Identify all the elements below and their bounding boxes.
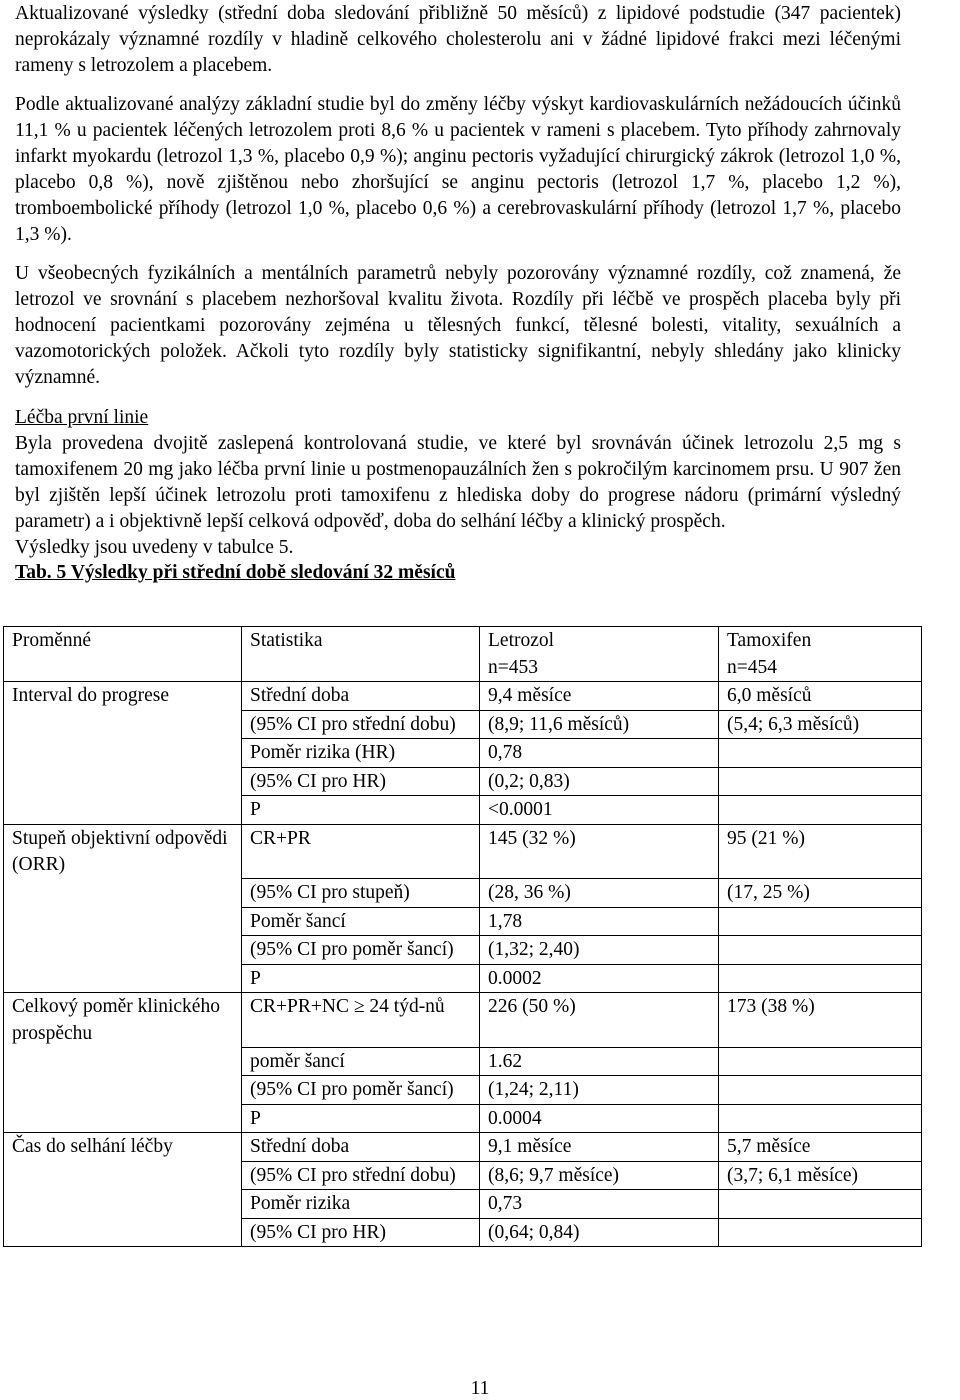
- table-row: [4, 1218, 922, 1247]
- table-cell-3: 1,78: [480, 907, 719, 936]
- table-cell-2: (95% CI pro stupeň): [242, 879, 480, 908]
- table-cell-3: (8,9; 11,6 měsíců): [480, 710, 719, 739]
- table-cell-4: [719, 936, 922, 965]
- table-cell-4: [719, 767, 922, 796]
- table-cell-2: CR+PR: [242, 824, 480, 879]
- header-letrozole: Letrozol n=453: [480, 627, 719, 682]
- table-row: [4, 1047, 922, 1076]
- table-row: [4, 1161, 922, 1190]
- table-cell-2: Střední doba: [242, 682, 480, 711]
- page-number: 11: [470, 1378, 490, 1399]
- table-cell-4: 173 (38 %): [719, 993, 922, 1048]
- table-cell-2: poměr šancí: [242, 1047, 480, 1076]
- table-cell-2: P: [242, 964, 480, 993]
- table-cell-4: 6,0 měsíců: [719, 682, 922, 711]
- table-cell-1: [4, 767, 242, 796]
- table-cell-4: (5,4; 6,3 měsíců): [719, 710, 922, 739]
- table-row: [4, 710, 922, 739]
- table-cell-2: P: [242, 1104, 480, 1133]
- section-first-line: [15, 405, 901, 585]
- table-row: [4, 1190, 922, 1219]
- table-cell-2: Poměr rizika (HR): [242, 739, 480, 768]
- table-cell-4: (3,7; 6,1 měsíce): [719, 1161, 922, 1190]
- table-cell-3: (1,32; 2,40): [480, 936, 719, 965]
- header-variables: Proměnné: [4, 627, 242, 682]
- table-row: [4, 767, 922, 796]
- table-cell-3: 226 (50 %): [480, 993, 719, 1048]
- section-heading: Léčba první linie: [15, 407, 149, 428]
- table-cell-3: 1.62: [480, 1047, 719, 1076]
- document-page: [15, 0, 901, 585]
- table-cell-2: CR+PR+NC ≥ 24 týd-nů: [242, 993, 480, 1048]
- table-row: [4, 682, 922, 711]
- table-cell-3: 0,78: [480, 739, 719, 768]
- table-cell-1: [4, 1047, 242, 1076]
- table-row: [4, 879, 922, 908]
- table-cell-1: [4, 710, 242, 739]
- table-header-row: [4, 627, 922, 682]
- table-cell-3: 0.0004: [480, 1104, 719, 1133]
- table-cell-3: 0.0002: [480, 964, 719, 993]
- table-cell-2: (95% CI pro HR): [242, 1218, 480, 1247]
- table-cell-1: Čas do selhání léčby: [4, 1133, 242, 1162]
- paragraph-cardiovascular-events: Podle aktualizované analýzy základní studie byl do změny léčby výskyt kardiovaskulárních nežádoucích účinků 11,1 % u pacientek léčených letrozolem proti 8,6 % u pacientek v rameni s placebem. Tyto příhody zahrnovaly infarkt myokardu (letrozol 1,3 %, placebo 0,9 %); anginu pectoris vyžadující chirurgický zákrok (letrozol 1,0 %, placebo 0,8 %), nově zjištěnou nebo zhoršující se anginu pectoris (letrozol 1,7 %, placebo 1,2 %), tromboembolické příhody (letrozol 1,0 %, placebo 0,6 %) a cerebrovaskulární příhody (letrozol 1,7 %, placebo 1,3 %).: [15, 94, 901, 245]
- table-cell-4: (17, 25 %): [719, 879, 922, 908]
- table-cell-2: Střední doba: [242, 1133, 480, 1162]
- table-cell-4: 5,7 měsíce: [719, 1133, 922, 1162]
- table-cell-4: [719, 1218, 922, 1247]
- table-cell-3: 145 (32 %): [480, 824, 719, 879]
- table-row: [4, 993, 922, 1048]
- table-cell-2: P: [242, 796, 480, 825]
- table-cell-1: [4, 879, 242, 908]
- table-cell-1: Interval do progrese: [4, 682, 242, 711]
- table-row: [4, 739, 922, 768]
- table-row: [4, 907, 922, 936]
- header-statistic: Statistika: [242, 627, 480, 682]
- table-cell-1: [4, 1104, 242, 1133]
- table-row: [4, 936, 922, 965]
- table-row: [4, 796, 922, 825]
- results-table: [3, 626, 922, 1247]
- section-body: Byla provedena dvojitě zaslepená kontrolovaná studie, ve které byl srovnáván účinek letrozolu 2,5 mg s tamoxifenem 20 mg jako léčba první linie u postmenopauzálních žen s pokročilým karcinomem prsu. U 907 žen byl zjištěn lepší účinek letrozolu proti tamoxifenu z hlediska doby do progrese nádoru (primární výsledný parametr) a i objektivně lepší celková odpověď, doba do selhání léčby a klinický prospěch.: [15, 433, 901, 532]
- table-cell-3: (1,24; 2,11): [480, 1076, 719, 1105]
- table-row: [4, 964, 922, 993]
- table-cell-3: 9,4 měsíce: [480, 682, 719, 711]
- table-cell-3: (0,64; 0,84): [480, 1218, 719, 1247]
- paragraph-lipid-substudy: Aktualizované výsledky (střední doba sledování přibližně 50 měsíců) z lipidové podstudie (347 pacientek) neprokázaly významné rozdíly v hladině celkového cholesterolu ani v žádné lipidové frakci mezi léčenými rameny s letrozolem a placebem.: [15, 3, 901, 76]
- table-cell-2: (95% CI pro poměr šancí): [242, 1076, 480, 1105]
- table-cell-1: Stupeň objektivní odpovědi (ORR): [4, 824, 242, 879]
- table-cell-1: [4, 1076, 242, 1105]
- table-row: [4, 1133, 922, 1162]
- table-cell-4: [719, 1047, 922, 1076]
- table-cell-4: [719, 1190, 922, 1219]
- table-row: [4, 1104, 922, 1133]
- table-cell-1: [4, 936, 242, 965]
- table-cell-1: [4, 796, 242, 825]
- table-cell-1: [4, 739, 242, 768]
- table-cell-2: (95% CI pro střední dobu): [242, 710, 480, 739]
- table-cell-1: [4, 1161, 242, 1190]
- header-tamoxifen: Tamoxifen n=454: [719, 627, 922, 682]
- table-cell-4: 95 (21 %): [719, 824, 922, 879]
- table-cell-4: [719, 907, 922, 936]
- table-cell-2: (95% CI pro poměr šancí): [242, 936, 480, 965]
- table-cell-3: (0,2; 0,83): [480, 767, 719, 796]
- table-cell-3: <0.0001: [480, 796, 719, 825]
- table-cell-3: 0,73: [480, 1190, 719, 1219]
- table-cell-3: (8,6; 9,7 měsíce): [480, 1161, 719, 1190]
- table-cell-4: [719, 796, 922, 825]
- table-cell-4: [719, 964, 922, 993]
- paragraph-quality-of-life: U všeobecných fyzikálních a mentálních parametrů nebyly pozorovány významné rozdíly, což znamená, že letrozol ve srovnání s placebem nezhoršoval kvalitu života. Rozdíly při léčbě ve prospěch placeba byly při hodnocení pacientkami pozorovány zejména u tělesných funkcí, tělesné bolesti, vitality, sexuálních a vazomotorických položek. Ačkoli tyto rozdíly byly statisticky signifikantní, nebyly shledány jako klinicky významné.: [15, 263, 901, 388]
- table-cell-3: 9,1 měsíce: [480, 1133, 719, 1162]
- table-cell-2: (95% CI pro střední dobu): [242, 1161, 480, 1190]
- table-row: [4, 1076, 922, 1105]
- table-cell-1: [4, 907, 242, 936]
- table-cell-4: [719, 1076, 922, 1105]
- table-cell-2: Poměr šancí: [242, 907, 480, 936]
- table-cell-1: Celkový poměr klinického prospěchu: [4, 993, 242, 1048]
- table-cell-4: [719, 1104, 922, 1133]
- table-row: [4, 824, 922, 879]
- table-cell-3: (28, 36 %): [480, 879, 719, 908]
- table-cell-2: (95% CI pro HR): [242, 767, 480, 796]
- table-title: Tab. 5 Výsledky při střední době sledování 32 měsíců: [15, 562, 456, 583]
- section-note: Výsledky jsou uvedeny v tabulce 5.: [15, 537, 294, 558]
- table-cell-2: Poměr rizika: [242, 1190, 480, 1219]
- table-cell-1: [4, 964, 242, 993]
- table-cell-1: [4, 1190, 242, 1219]
- table-cell-4: [719, 739, 922, 768]
- table-cell-1: [4, 1218, 242, 1247]
